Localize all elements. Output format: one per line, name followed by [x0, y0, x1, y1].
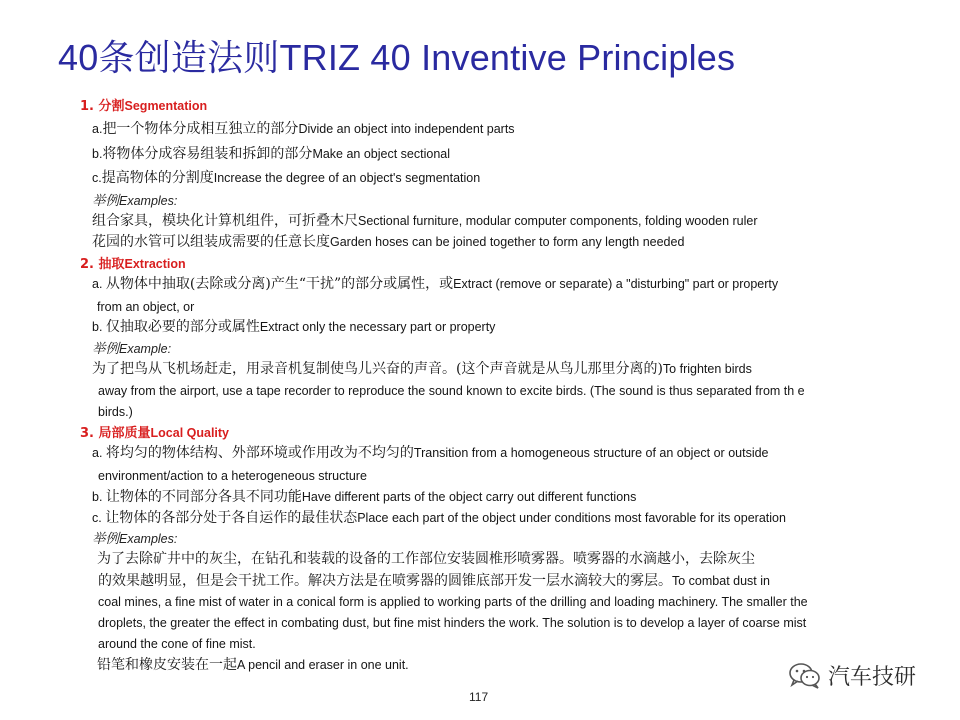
english-text: Garden hoses can be joined together to form any length needed — [330, 235, 685, 249]
english-text: Extract only the necessary part or property — [259, 320, 496, 334]
chinese-text: 把一个物体分成相互独立的部分 — [102, 121, 299, 137]
chinese-text: 将均匀的物体结构、外部环境或作用改为不均匀的 — [105, 445, 414, 461]
line-prefix: c. — [92, 511, 106, 525]
watermark-text: 汽车技研 — [828, 665, 917, 690]
principle-heading — [80, 255, 186, 274]
chinese-text: 3. 局部质量 — [80, 426, 151, 441]
chinese-text: 将物体分成容易组装和拆卸的部分 — [102, 146, 313, 162]
body-line — [98, 635, 256, 653]
chinese-text: 为了去除矿井中的灰尘，在钻孔和装载的设备的工作部位安装圆椎形喷雾器。喷雾器的水滴越小，去除灰尘 — [97, 551, 755, 567]
body-line — [92, 318, 495, 336]
body-line — [92, 120, 515, 138]
principle-heading — [80, 424, 229, 443]
chinese-text: 1. 分割 — [80, 99, 125, 114]
chinese-text: 组合家具，模块化计算机组件，可折叠木尺 — [92, 213, 358, 229]
english-text: Increase the degree of an object's segmentation — [213, 171, 481, 185]
english-text: Examples: — [119, 194, 178, 208]
chinese-text: 仅抽取必要的部分或属性 — [105, 319, 260, 335]
principle-heading — [80, 97, 207, 116]
line-prefix: droplets, the greater the effect in combating dust, but fine mist hinders the work. The solution is to develop a layer of coarse mist — [98, 616, 807, 630]
english-text: Local Quality — [150, 426, 230, 440]
body-line — [98, 572, 770, 590]
line-prefix: c. — [92, 171, 102, 185]
line-prefix: a. — [92, 446, 106, 460]
body-line — [98, 593, 808, 611]
body-line — [92, 169, 480, 187]
body-line — [92, 212, 758, 230]
wechat-icon — [788, 661, 822, 691]
english-text: A pencil and eraser in one unit. — [237, 658, 409, 672]
body-line — [97, 298, 194, 316]
body-line — [98, 614, 806, 632]
chinese-text: 举例 — [92, 193, 119, 209]
chinese-text: 让物体的各部分处于各自运作的最佳状态 — [105, 510, 358, 526]
examples-label — [92, 192, 177, 210]
body-line — [92, 444, 769, 462]
body-line — [98, 382, 805, 400]
chinese-text: 从物体中抽取(去除或分离)产生“干扰”的部分或属性，或 — [105, 276, 454, 292]
english-text: Have different parts of the object carry out different functions — [301, 490, 637, 504]
watermark — [788, 660, 916, 691]
line-prefix: environment/action to a heterogeneous structure — [98, 469, 367, 483]
body-line — [92, 275, 778, 293]
english-text: Examples: — [119, 532, 178, 546]
chinese-text: 举例 — [92, 531, 119, 547]
english-text: Example: — [119, 342, 172, 356]
line-prefix: from an object, or — [97, 300, 195, 314]
body-line — [98, 467, 367, 485]
english-text: To frighten birds — [662, 362, 752, 376]
english-text: Sectional furniture, modular computer components, folding wooden ruler — [358, 214, 758, 228]
line-prefix: b. — [92, 147, 103, 161]
body-line — [92, 233, 684, 251]
chinese-text: 让物体的不同部分各具不同功能 — [105, 489, 302, 505]
line-prefix: around the cone of fine mist. — [98, 637, 256, 651]
line-prefix: b. — [92, 320, 106, 334]
body-line — [97, 656, 409, 674]
page-number: 117 — [469, 690, 489, 704]
chinese-text: 为了把鸟从飞机场赶走，用录音机复制使鸟儿兴奋的声音。(这个声音就是从鸟儿那里分离的) — [92, 361, 663, 377]
chinese-text: 铅笔和橡皮安装在一起 — [97, 657, 237, 673]
chinese-text: 举例 — [92, 341, 119, 357]
body-line — [98, 403, 133, 421]
english-text: Place each part of the object under conditions most favorable for its operation — [357, 511, 786, 525]
line-prefix: a. — [92, 277, 106, 291]
line-prefix: away from the airport, use a tape recorder to reproduce the sound known to excite birds. (The sound is thus separated from th e — [98, 384, 805, 398]
body-line — [97, 550, 755, 568]
line-prefix: b. — [92, 490, 106, 504]
line-prefix: birds.) — [98, 405, 133, 419]
chinese-text: 的效果越明显，但是会干扰工作。解决方法是在喷雾器的圆锥底部开发一层水滴较大的雾层。 — [98, 573, 672, 589]
chinese-text: 2. 抽取 — [80, 257, 125, 272]
english-text: Segmentation — [124, 99, 208, 113]
english-text: Extract (remove or separate) a "disturbing" part or property — [453, 277, 779, 291]
body-line — [92, 509, 786, 527]
english-text: Extraction — [124, 257, 186, 271]
english-text: Transition from a homogeneous structure of an object or outside — [413, 446, 769, 460]
chinese-text: 提高物体的分割度 — [101, 170, 214, 186]
examples-label — [92, 530, 177, 548]
body-line — [92, 360, 752, 378]
slide-title: 40条创造法则TRIZ 40 Inventive Principles — [58, 37, 736, 78]
english-text: Make an object sectional — [312, 147, 451, 161]
body-line — [92, 145, 450, 163]
english-text: To combat dust in — [672, 574, 770, 588]
line-prefix: coal mines, a fine mist of water in a conical form is applied to working parts of the drilling and loading machinery. The smaller the — [98, 595, 808, 609]
examples-label — [92, 340, 171, 358]
chinese-text: 花园的水管可以组装成需要的任意长度 — [92, 234, 330, 250]
english-text: Divide an object into independent parts — [298, 122, 515, 136]
body-line — [92, 488, 636, 506]
line-prefix: a. — [92, 122, 103, 136]
